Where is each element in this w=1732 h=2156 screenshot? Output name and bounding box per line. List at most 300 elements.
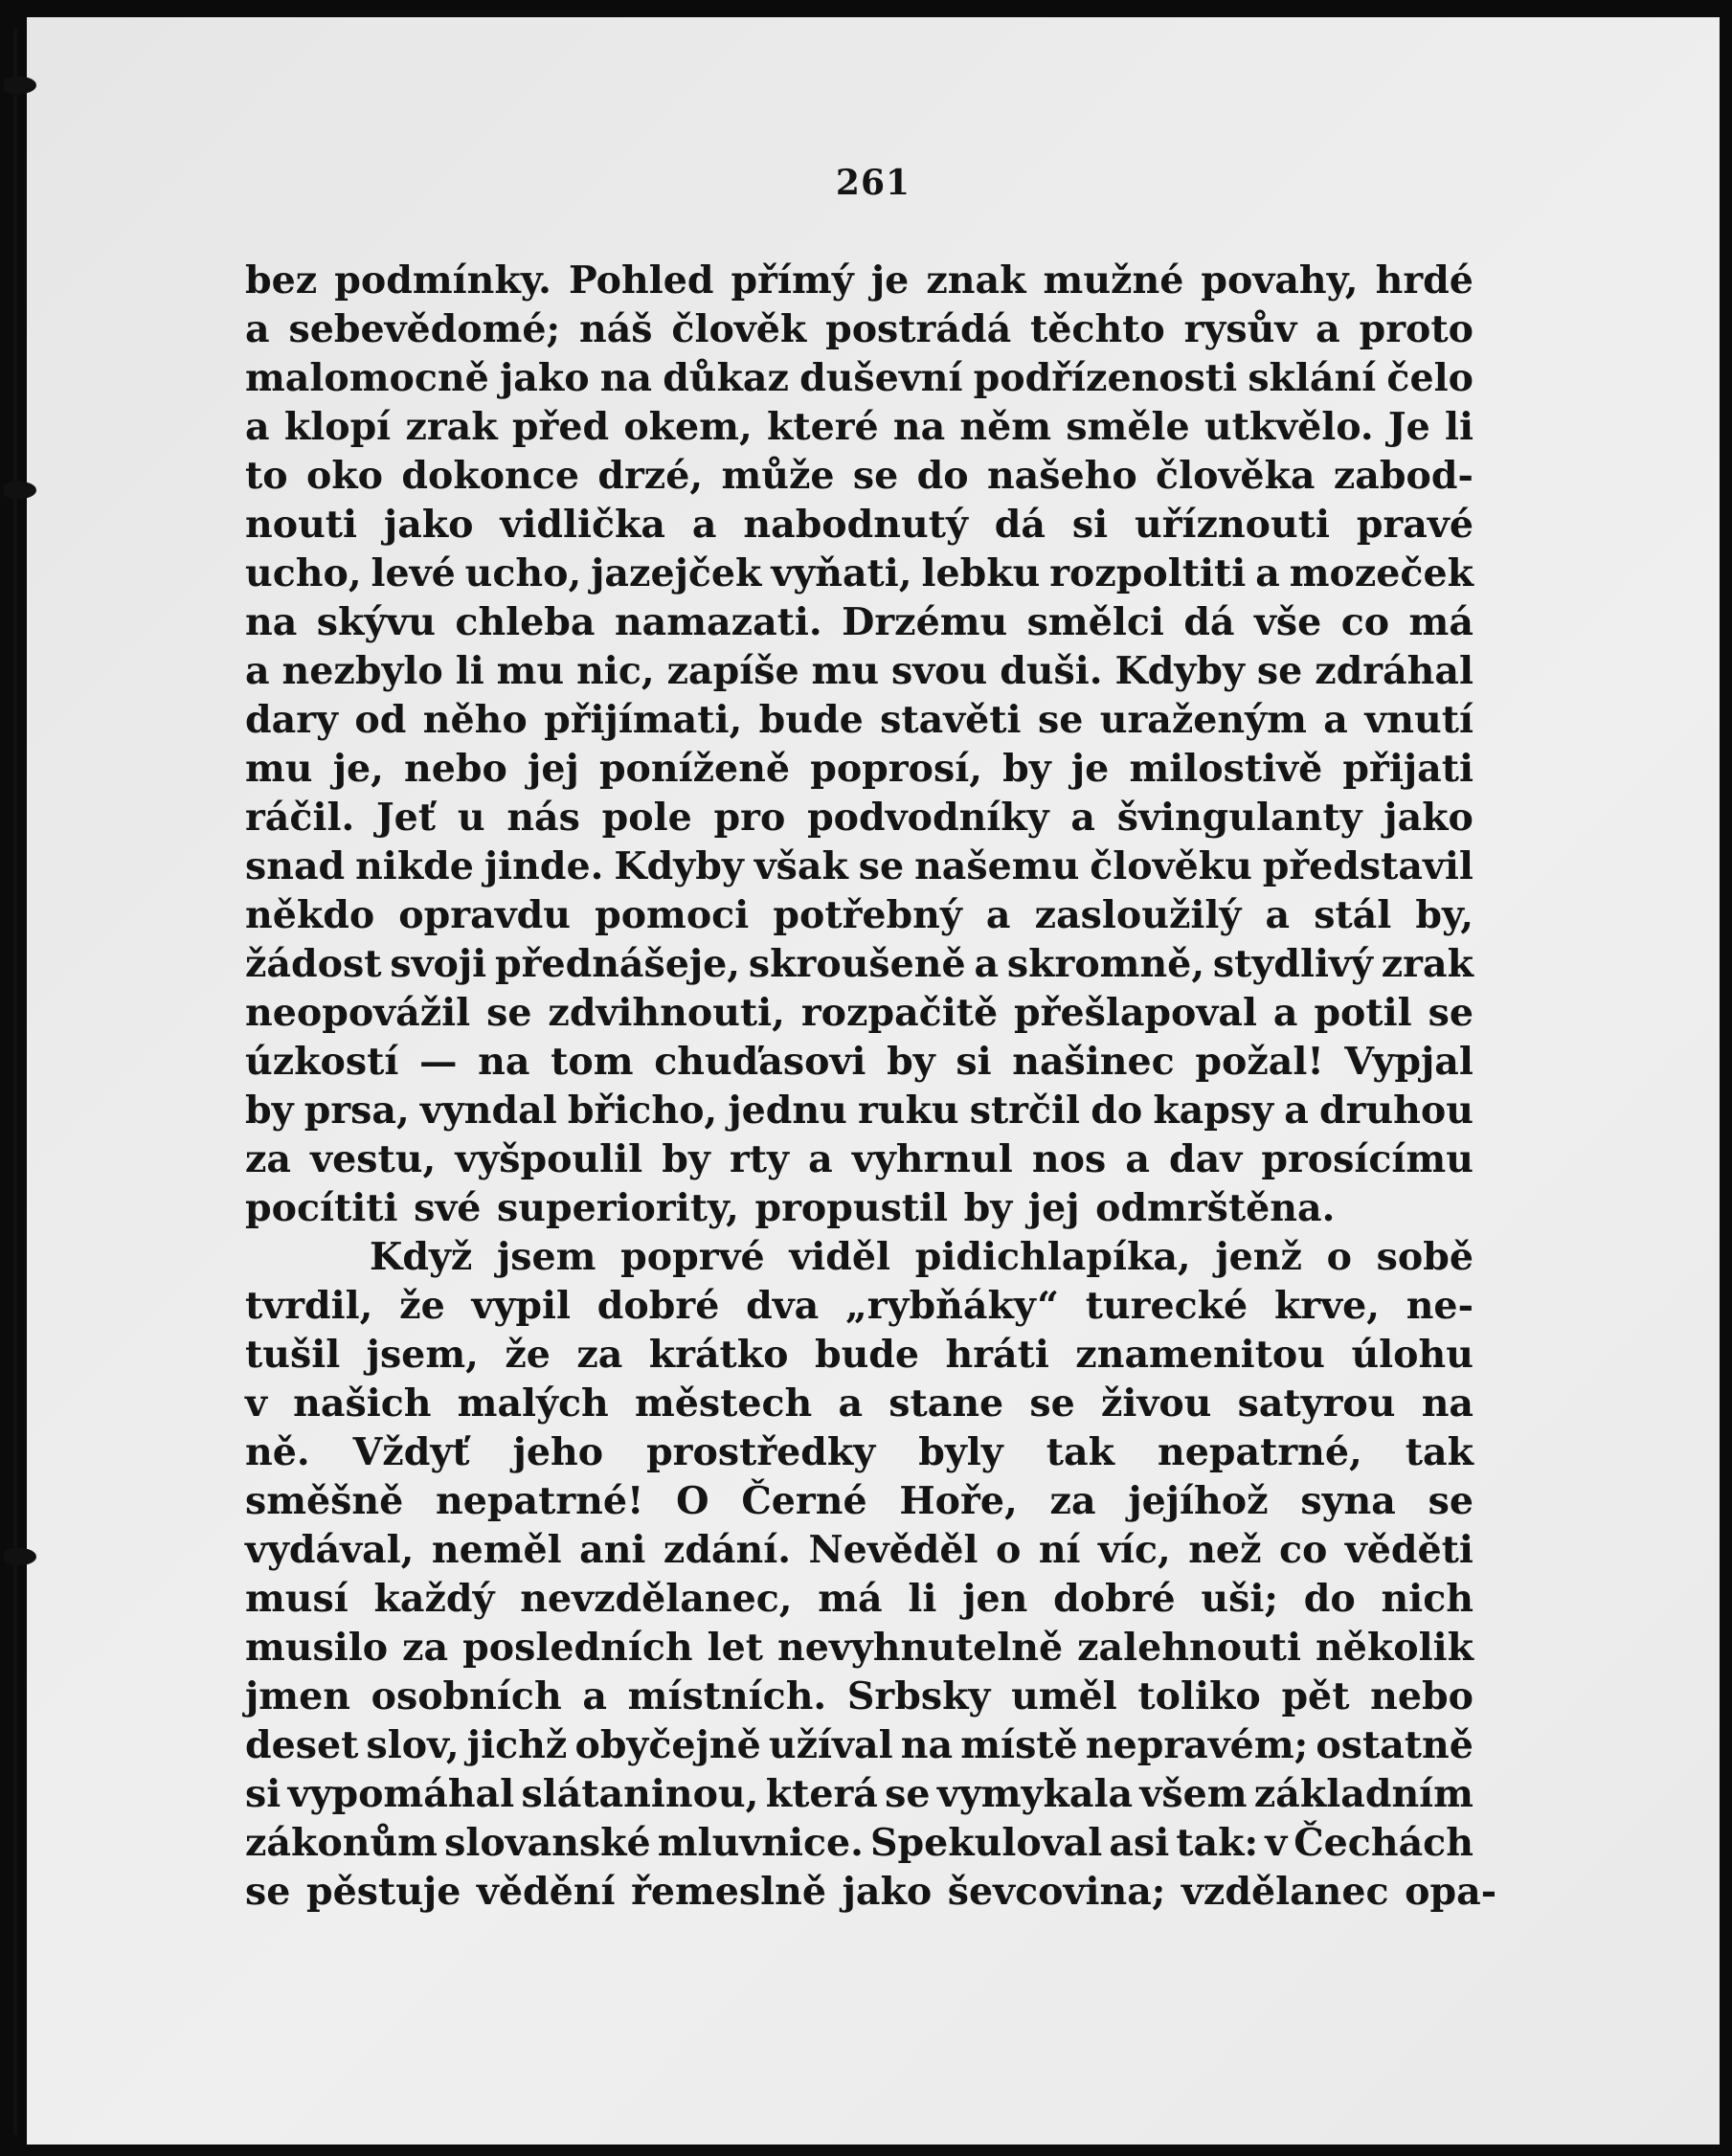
word: dobré: [1053, 1577, 1176, 1621]
word: osobních: [371, 1674, 562, 1718]
word: ostatně: [1316, 1723, 1473, 1767]
text-line: [245, 1331, 1473, 1380]
word: Pohled: [569, 258, 714, 303]
word: klopí: [283, 405, 392, 449]
word: deset: [245, 1723, 359, 1767]
word: rozpoltiti: [1049, 551, 1247, 595]
word: ucho,: [464, 551, 582, 595]
word: jejíhož: [1128, 1479, 1269, 1523]
word: směšně: [245, 1479, 404, 1523]
word: na: [892, 405, 946, 449]
word: sebevědomé;: [288, 307, 561, 351]
word: potil: [1314, 991, 1412, 1035]
word: opa-: [1405, 1870, 1497, 1914]
word: své: [414, 1186, 482, 1230]
word: a: [985, 893, 1011, 937]
word: zdání.: [663, 1528, 792, 1572]
word: místě: [960, 1723, 1078, 1767]
word: mu: [496, 649, 565, 693]
word: a: [1272, 991, 1298, 1035]
word: podvodníky: [807, 796, 1049, 840]
word: satyrou: [1237, 1381, 1396, 1426]
word: však: [754, 844, 848, 888]
text-line: [245, 842, 1473, 891]
page-number: 261: [835, 163, 911, 203]
word: představil: [1262, 844, 1473, 888]
word: dva: [746, 1284, 820, 1328]
word: přijati: [1342, 747, 1473, 791]
word: by: [662, 1137, 710, 1181]
word: břicho,: [567, 1089, 718, 1133]
word: a: [1316, 307, 1340, 351]
word: svou: [890, 649, 988, 693]
body-text: [245, 257, 1497, 1917]
word: opravdu: [398, 893, 571, 937]
word: neopovážil: [245, 991, 471, 1035]
word: pocítiti: [245, 1186, 398, 1230]
word: do: [1303, 1577, 1356, 1621]
word: žádost: [245, 942, 382, 986]
word: u: [457, 796, 485, 840]
word: jej: [528, 747, 579, 791]
text-line: [245, 1819, 1473, 1868]
word: vidlička: [500, 503, 666, 547]
word: by: [245, 1089, 294, 1133]
binding-mark: [4, 77, 36, 94]
word: sobě: [1376, 1235, 1473, 1279]
word: něho: [422, 698, 528, 742]
word: pomoci: [595, 893, 750, 937]
word: svoji: [390, 942, 487, 986]
paragraph: [245, 257, 1473, 1233]
word: malomocně: [245, 356, 489, 400]
word: tom: [551, 1040, 634, 1084]
word: prostředky: [646, 1430, 876, 1474]
word: mu: [245, 747, 313, 791]
word: a: [691, 503, 717, 547]
text-line: [245, 501, 1473, 550]
word: co: [1278, 1528, 1328, 1572]
word: zrak: [405, 405, 498, 449]
text-line: [245, 696, 1473, 745]
word: zákonům: [245, 1821, 438, 1865]
word: do: [1091, 1089, 1143, 1133]
word: jako: [383, 503, 474, 547]
word: jednu: [728, 1089, 847, 1133]
word: se: [1037, 698, 1084, 742]
word: za: [1049, 1479, 1096, 1523]
word: let: [707, 1626, 763, 1670]
word: každý: [373, 1577, 495, 1621]
text-line: [245, 1624, 1473, 1673]
word: našemu: [914, 844, 1080, 888]
word: podřízenosti: [973, 356, 1238, 400]
word: povahy,: [1201, 258, 1359, 303]
word: jeho: [512, 1430, 604, 1474]
word: jazejček: [591, 551, 762, 595]
word: dary: [245, 698, 338, 742]
word: jenž: [1215, 1235, 1302, 1279]
word: vymykala: [936, 1772, 1134, 1816]
word: poníženě: [598, 747, 791, 791]
word: jmen: [245, 1674, 350, 1718]
word: postrádá: [825, 307, 1012, 351]
word: základním: [1253, 1772, 1473, 1816]
word: na: [245, 600, 298, 644]
word: které: [766, 405, 879, 449]
text-line: [245, 940, 1473, 989]
word: poprosí,: [810, 747, 982, 791]
word: stál: [1314, 893, 1392, 937]
word: prosícímu: [1261, 1137, 1473, 1181]
word: prsa,: [304, 1089, 410, 1133]
word: je,: [332, 747, 384, 791]
text-line: [245, 1135, 1473, 1184]
book-page: [27, 17, 1720, 2145]
word: jsem,: [366, 1333, 479, 1377]
word: do: [916, 454, 969, 498]
word: Hoře,: [899, 1479, 1018, 1523]
text-line: [245, 1038, 1473, 1087]
word: jichž: [466, 1723, 568, 1767]
text-line: [245, 1428, 1473, 1477]
word: skromně,: [1006, 942, 1205, 986]
text-line: [245, 745, 1473, 794]
word: duši.: [1000, 649, 1103, 693]
word: za: [245, 1137, 292, 1181]
word: skroušeně: [748, 942, 966, 986]
word: dá: [994, 503, 1046, 547]
word: v: [245, 1381, 267, 1426]
word: jsem: [497, 1235, 596, 1279]
word: podmínky.: [334, 258, 551, 303]
word: že: [505, 1333, 551, 1377]
word: krve,: [1273, 1284, 1380, 1328]
text-line: [245, 1673, 1473, 1721]
word: lebku: [921, 551, 1041, 595]
word: vyhrnul: [851, 1137, 1013, 1181]
word: viděl: [789, 1235, 891, 1279]
word: těchto: [1030, 307, 1165, 351]
word: musí: [245, 1577, 349, 1621]
word: asi: [1109, 1821, 1170, 1865]
word: vyndal: [419, 1089, 557, 1133]
word: krátko: [648, 1333, 789, 1377]
text-line: [245, 1477, 1473, 1526]
word: za: [402, 1626, 449, 1670]
word: přednášeje,: [495, 942, 741, 986]
word: a: [245, 649, 270, 693]
word: směle: [1066, 405, 1190, 449]
word: je: [870, 258, 910, 303]
word: nos: [1031, 1137, 1107, 1181]
word: našich: [293, 1381, 432, 1426]
word: a: [1265, 893, 1291, 937]
word: jako: [1383, 796, 1473, 840]
word: Spekuloval: [870, 1821, 1103, 1865]
word: a: [1284, 1089, 1309, 1133]
word: důkaz: [663, 356, 789, 400]
word: vnutí: [1364, 698, 1473, 742]
word: znak: [926, 258, 1026, 303]
word: uši;: [1201, 1577, 1278, 1621]
word: se: [486, 991, 532, 1035]
text-line: [245, 354, 1473, 403]
word: nepatrné!: [436, 1479, 644, 1523]
word: milostivě: [1129, 747, 1323, 791]
binding-edge: [13, 29, 17, 2135]
word: uraženým: [1099, 698, 1307, 742]
text-line: [245, 1282, 1473, 1331]
word: syna: [1300, 1479, 1396, 1523]
word: duševní: [799, 356, 963, 400]
binding-mark: [4, 482, 36, 499]
word: je: [1070, 747, 1110, 791]
word: namazati.: [614, 600, 822, 644]
word: malých: [457, 1381, 609, 1426]
word: zalehnouti: [1077, 1626, 1302, 1670]
word: zdvihnouti,: [548, 991, 785, 1035]
text-line: [245, 891, 1473, 940]
word: vyšpoulil: [455, 1137, 643, 1181]
word: rysův: [1183, 307, 1297, 351]
word: nepatrné,: [1158, 1430, 1362, 1474]
word: všem: [1139, 1772, 1248, 1816]
word: vestu,: [310, 1137, 437, 1181]
word: vypomáhal: [287, 1772, 515, 1816]
word: strčil: [969, 1089, 1081, 1133]
word: a: [838, 1381, 864, 1426]
word: přijímati,: [544, 698, 743, 742]
word: mu: [811, 649, 880, 693]
word: nouti: [245, 503, 358, 547]
text-line: [245, 1233, 1473, 1282]
word: vydával,: [245, 1528, 415, 1572]
word: tak: [1046, 1430, 1114, 1474]
word: Nevěděl: [808, 1528, 978, 1572]
word: se: [245, 1870, 291, 1914]
word: hráti: [945, 1333, 1049, 1377]
word: tušil: [245, 1333, 341, 1377]
word: Černé: [741, 1479, 867, 1523]
word: tak: [1405, 1430, 1473, 1474]
word: několik: [1316, 1626, 1473, 1670]
word: a: [1323, 698, 1348, 742]
text-line: [245, 452, 1473, 501]
word: místních.: [627, 1674, 827, 1718]
text-line: [245, 403, 1473, 452]
word: nic,: [576, 649, 655, 693]
word: kapsy: [1153, 1089, 1274, 1133]
word: za: [576, 1333, 623, 1377]
word: neměl: [431, 1528, 562, 1572]
word: okem,: [623, 405, 753, 449]
word: Čechách: [1293, 1821, 1473, 1865]
word: nich: [1381, 1577, 1473, 1621]
word: ani: [579, 1528, 646, 1572]
word: chleba: [455, 600, 596, 644]
word: jej: [1027, 1186, 1080, 1230]
word: jako: [842, 1870, 933, 1914]
word: slovanské: [444, 1821, 651, 1865]
text-line: [245, 1184, 1473, 1233]
word: vzdělanec: [1181, 1870, 1389, 1914]
word: Jeť: [375, 796, 437, 840]
word: si: [956, 1040, 992, 1084]
word: utkvělo.: [1203, 405, 1374, 449]
word: smělci: [1026, 600, 1164, 644]
word: mluvnice.: [657, 1821, 864, 1865]
word: v: [1265, 1821, 1288, 1865]
word: o: [1326, 1235, 1352, 1279]
word: uměl: [1011, 1674, 1117, 1718]
word: li: [908, 1577, 937, 1621]
word: sklání: [1248, 356, 1377, 400]
word: pět: [1281, 1674, 1350, 1718]
word: pidichlapíka,: [914, 1235, 1191, 1279]
word: se: [1029, 1381, 1075, 1426]
text-line: [245, 550, 1473, 598]
word: a: [582, 1674, 607, 1718]
word: něm: [959, 405, 1052, 449]
word: a: [245, 405, 270, 449]
word: by: [963, 1186, 1013, 1230]
word: od: [354, 698, 407, 742]
word: zabod-: [1333, 454, 1473, 498]
word: a: [974, 942, 1000, 986]
word: musilo: [245, 1626, 389, 1670]
word: čelo: [1386, 356, 1473, 400]
word: rty: [730, 1137, 790, 1181]
word: že: [399, 1284, 445, 1328]
word: stane: [888, 1381, 1004, 1426]
paragraph: [245, 1233, 1497, 1917]
word: mužné: [1043, 258, 1184, 303]
word: nebo: [404, 747, 507, 791]
word: pro: [713, 796, 786, 840]
word: na: [900, 1723, 954, 1767]
word: nevzdělanec,: [520, 1577, 793, 1621]
word: člověka: [1156, 454, 1316, 498]
word: skývu: [316, 600, 436, 644]
word: nevyhnutelně: [776, 1626, 1064, 1670]
word: Kdyby: [1114, 649, 1245, 693]
word: jinde.: [484, 844, 604, 888]
word: snad: [245, 844, 346, 888]
word: zasloužilý: [1034, 893, 1242, 937]
word: nabodnutý: [743, 503, 968, 547]
word: obyčejně: [574, 1723, 761, 1767]
word: ševcovina;: [947, 1870, 1166, 1914]
word: dobré: [596, 1284, 720, 1328]
word: potřebný: [773, 893, 962, 937]
word: by: [887, 1040, 935, 1084]
text-line: [245, 1770, 1473, 1819]
word: přímý: [731, 258, 854, 303]
word: uříznouti: [1135, 503, 1330, 547]
word: víc,: [1098, 1528, 1171, 1572]
word: úlohu: [1351, 1333, 1473, 1377]
word: mozeček: [1289, 551, 1473, 595]
word: než: [1188, 1528, 1262, 1572]
word: proto: [1359, 307, 1473, 351]
text-line: [245, 794, 1473, 842]
text-line: [245, 989, 1473, 1038]
word: Je: [1387, 405, 1430, 449]
word: Vždyť: [352, 1430, 470, 1474]
word: ne-: [1406, 1284, 1473, 1328]
word: —: [419, 1040, 458, 1084]
binding-mark: [4, 1548, 36, 1565]
word: někdo: [245, 893, 375, 937]
word: a: [808, 1137, 833, 1181]
word: živou: [1100, 1381, 1212, 1426]
word: vše: [1253, 600, 1322, 644]
word: zapíše: [666, 649, 799, 693]
word: pole: [601, 796, 692, 840]
text-line: [245, 598, 1473, 647]
word: požal!: [1195, 1040, 1324, 1084]
word: Kdyby: [614, 844, 744, 888]
word: Vypjal: [1344, 1040, 1473, 1084]
text-line: [245, 1087, 1473, 1135]
word: nepravém;: [1085, 1723, 1309, 1767]
word: se: [858, 844, 905, 888]
word: druhou: [1318, 1089, 1473, 1133]
word: se: [852, 454, 899, 498]
word: člověku: [1090, 844, 1252, 888]
word: věděti: [1344, 1528, 1473, 1572]
text-line: [245, 1575, 1473, 1624]
word: to: [245, 454, 288, 498]
word: hrdé: [1375, 258, 1473, 303]
word: drzé,: [597, 454, 704, 498]
word: Když: [370, 1235, 473, 1279]
word: bude: [814, 1333, 920, 1377]
word: levé: [371, 551, 456, 595]
word: dav: [1169, 1137, 1243, 1181]
word: ně.: [245, 1430, 310, 1474]
word: superiority,: [497, 1186, 739, 1230]
word: užíval: [768, 1723, 893, 1767]
word: a: [1125, 1137, 1150, 1181]
text-line: [245, 1868, 1497, 1917]
word: „rybňáky“: [845, 1284, 1059, 1328]
word: na: [1421, 1381, 1473, 1426]
word: se: [1428, 991, 1473, 1035]
word: dokonce: [401, 454, 579, 498]
word: vědění: [476, 1870, 616, 1914]
word: si: [245, 1772, 281, 1816]
word: pěstuje: [305, 1870, 461, 1914]
word: a: [1070, 796, 1095, 840]
word: rozpačitě: [800, 991, 999, 1035]
word: bez: [245, 258, 318, 303]
word: chuďasovi: [654, 1040, 866, 1084]
word: se: [1428, 1479, 1473, 1523]
word: našeho: [986, 454, 1137, 498]
word: náš: [578, 307, 653, 351]
word: nezbylo: [281, 649, 443, 693]
word: slátaninou,: [521, 1772, 759, 1816]
word: na: [599, 356, 653, 400]
word: má: [818, 1577, 883, 1621]
word: poprvé: [620, 1235, 765, 1279]
word: tak:: [1176, 1821, 1259, 1865]
word: může: [721, 454, 835, 498]
word: na: [478, 1040, 530, 1084]
word: by: [1002, 747, 1051, 791]
